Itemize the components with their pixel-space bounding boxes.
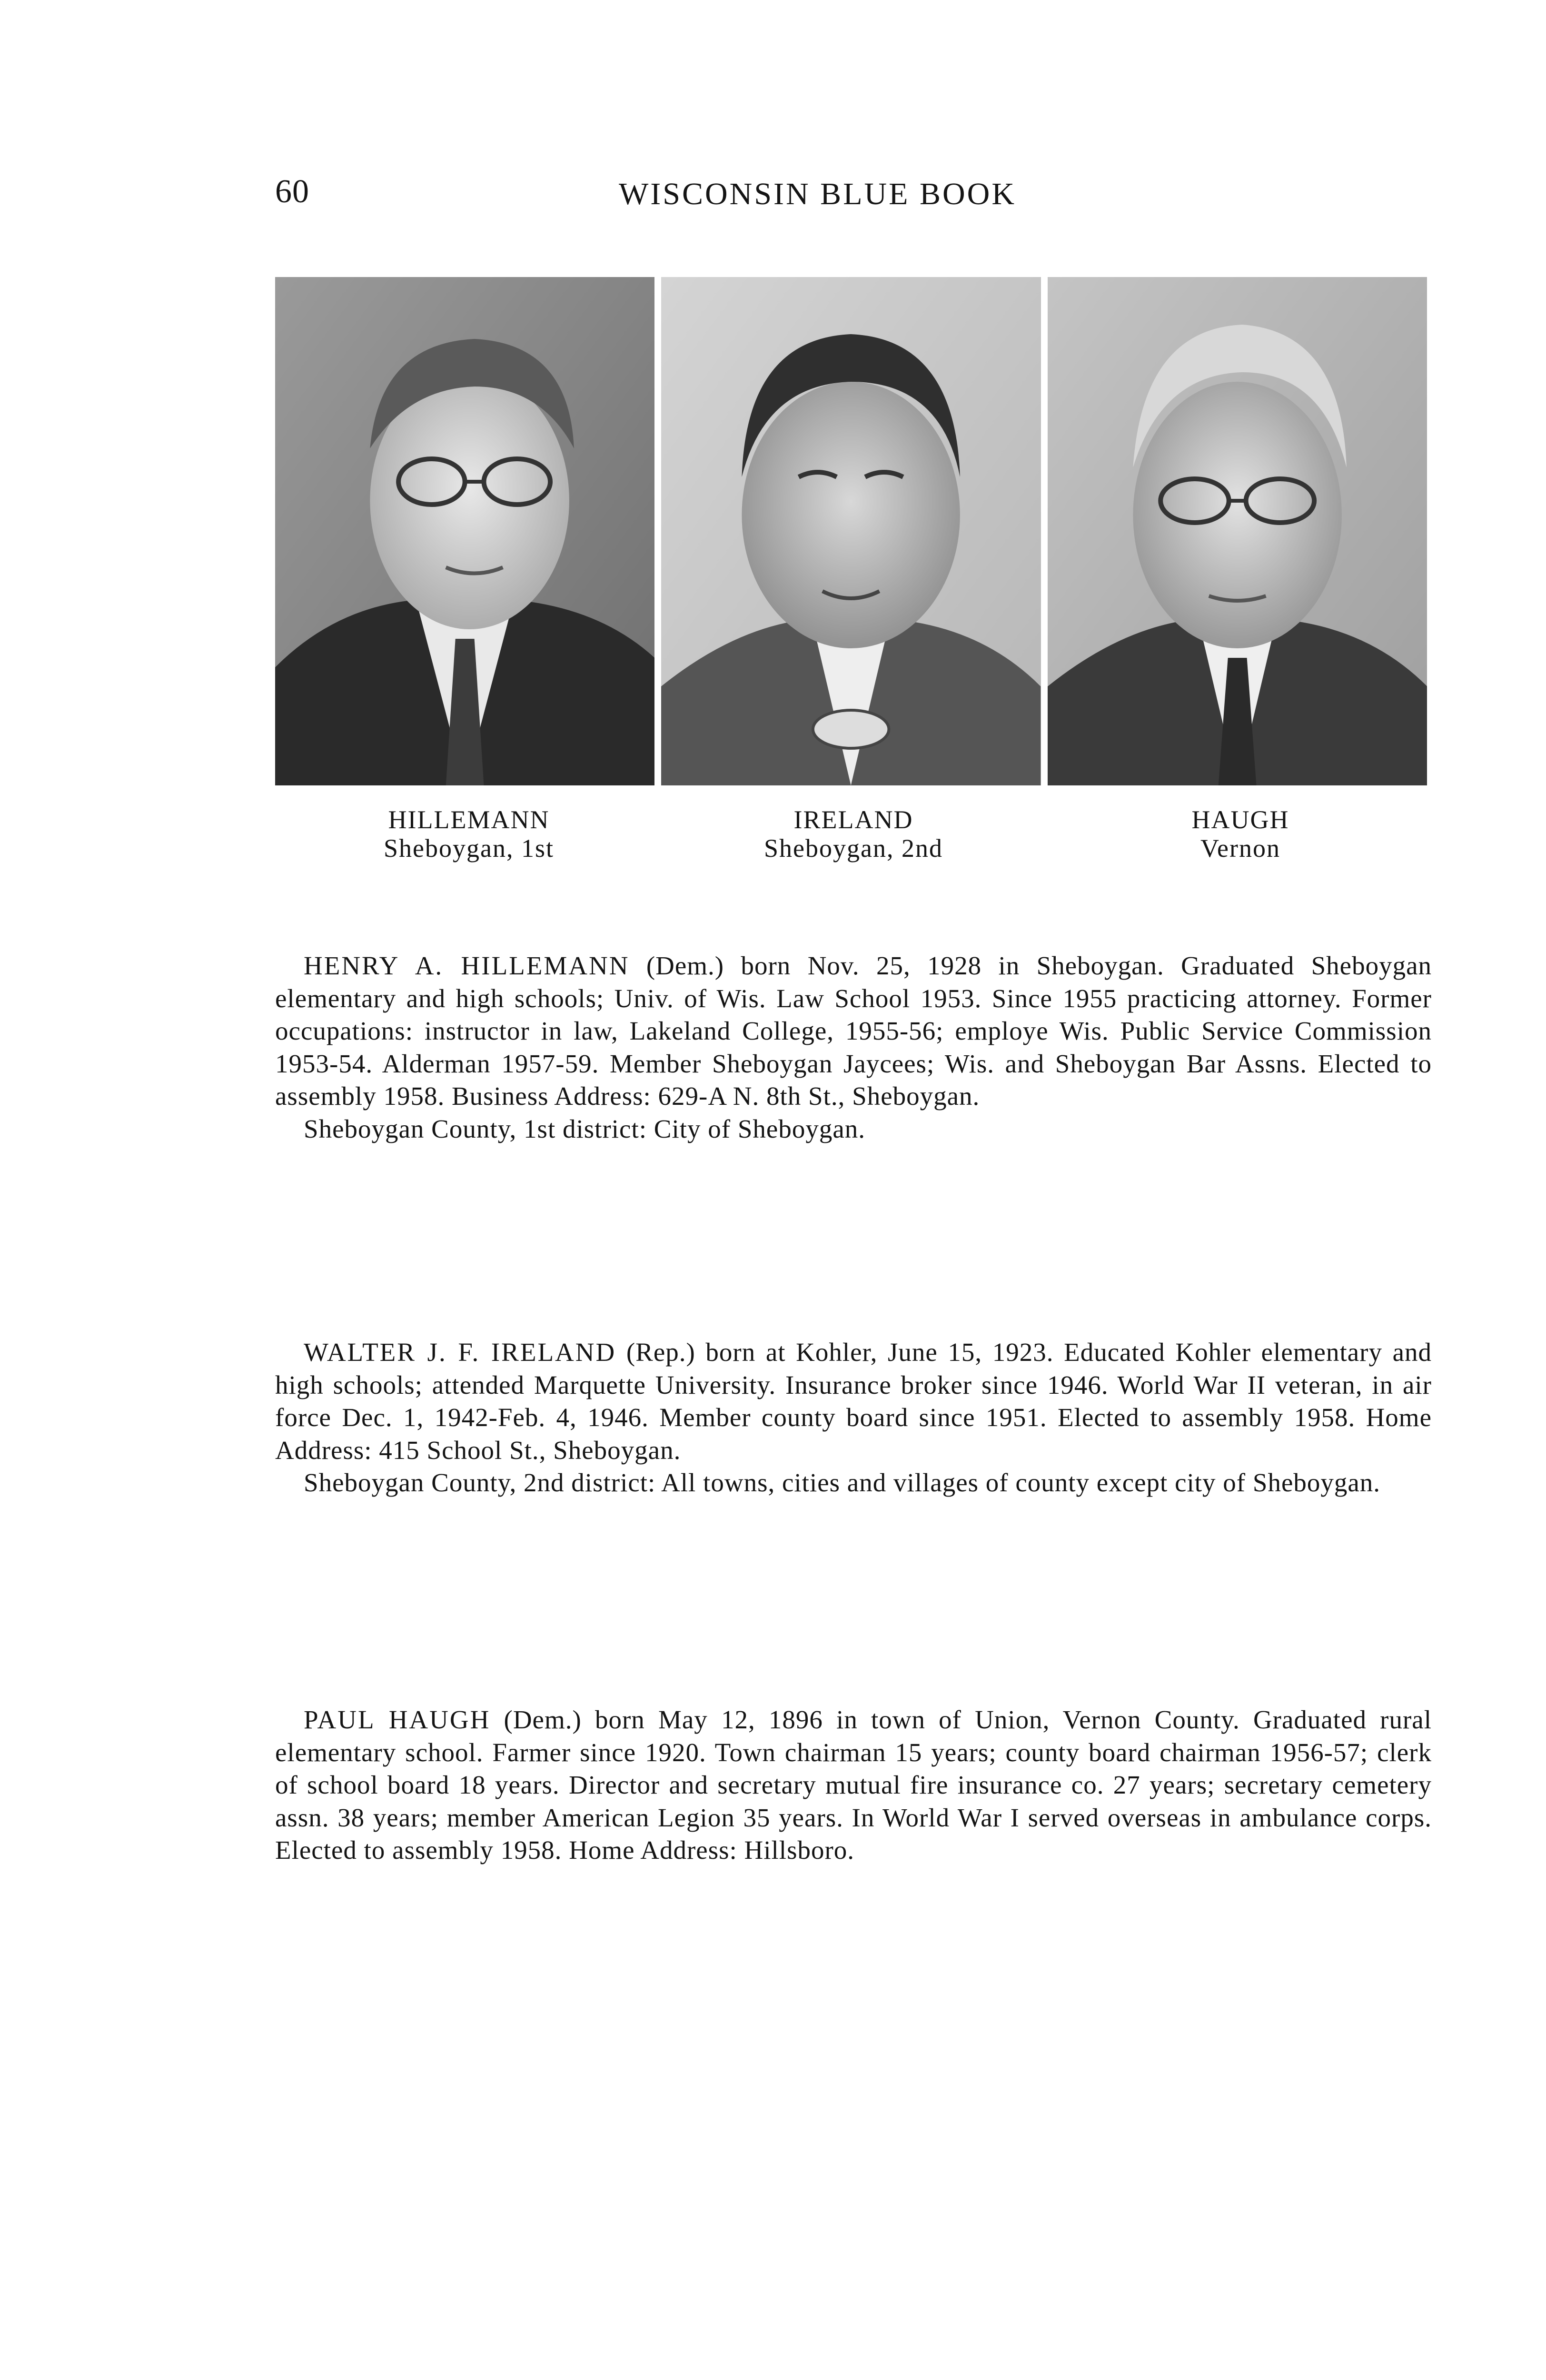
portrait-row <box>275 277 1427 785</box>
biography-text: (Dem.) born May 12, 1896 in town of Union, Vernon County. Graduated rural elementary school. Farmer since 1920. Town chairman 15 years; county board chairman 1956-57; clerk of school board 18 years. Director and secretary mutual fire insurance co. 27 years; secretary cemetery assn. 38 years; member American Legion 35 years. In World War I served overseas in ambulance corps. Elected to assembly 1958. Home Address: Hillsboro. <box>275 1705 1432 1864</box>
portrait-ireland <box>661 277 1041 785</box>
page-number: 60 <box>275 173 309 210</box>
biography-name: WALTER J. F. IRELAND <box>304 1338 616 1367</box>
biography-haugh <box>275 1704 1432 1867</box>
biography-text: (Dem.) born Nov. 25, 1928 in Sheboygan. Graduated Sheboygan elementary and high schools; Univ. of Wis. Law School 1953. Since 1955 practicing attorney. Former occupations: instructor in law, Lakeland College, 1955-56; employe Wis. Public Service Commission 1953-54. Alderman 1957-59. Member Sheboygan Jaycees; Wis. and Sheboygan Bar Assns. Elected to assembly 1958. Business Address: 629-A N. 8th St., Sheboygan. <box>275 951 1432 1111</box>
biography-district: Sheboygan County, 1st district: City of Sheboygan. <box>304 1114 865 1143</box>
biography-ireland <box>275 1336 1432 1499</box>
biography-paragraph <box>275 1704 1432 1867</box>
caption-name: HILLEMANN <box>388 805 550 834</box>
biography-name: HENRY A. HILLEMANN <box>304 951 630 980</box>
running-head: WISCONSIN BLUE BOOK <box>619 177 1016 211</box>
biography-name: PAUL HAUGH <box>304 1705 491 1734</box>
portrait-hillemann <box>275 277 654 785</box>
biography-district: Sheboygan County, 2nd district: All towns, cities and villages of county except city of Sheboygan. <box>304 1468 1381 1497</box>
caption-district: Sheboygan, 1st <box>384 834 554 863</box>
biography-paragraph <box>275 1336 1432 1467</box>
portrait-photo-icon <box>661 277 1041 785</box>
portrait-caption-haugh <box>1088 805 1393 863</box>
biography-paragraph <box>275 950 1432 1113</box>
caption-district: Vernon <box>1200 834 1280 863</box>
portrait-caption-ireland <box>701 805 1006 863</box>
biography-text: (Rep.) born at Kohler, June 15, 1923. Educated Kohler elementary and high schools; attended Marquette University. Insurance broker since 1946. World War II veteran, in air force Dec. 1, 1942-Feb. 4, 1946. Member county board since 1951. Elected to assembly 1958. Home Address: 415 School St., Sheboygan. <box>275 1338 1432 1465</box>
biography-hillemann <box>275 950 1432 1145</box>
portrait-photo-icon <box>275 277 654 785</box>
caption-district: Sheboygan, 2nd <box>764 834 943 863</box>
portrait-photo-icon <box>1048 277 1427 785</box>
caption-name: HAUGH <box>1191 805 1289 834</box>
caption-name: IRELAND <box>793 805 913 834</box>
portrait-haugh <box>1048 277 1427 785</box>
portrait-caption-hillemann <box>317 805 621 863</box>
